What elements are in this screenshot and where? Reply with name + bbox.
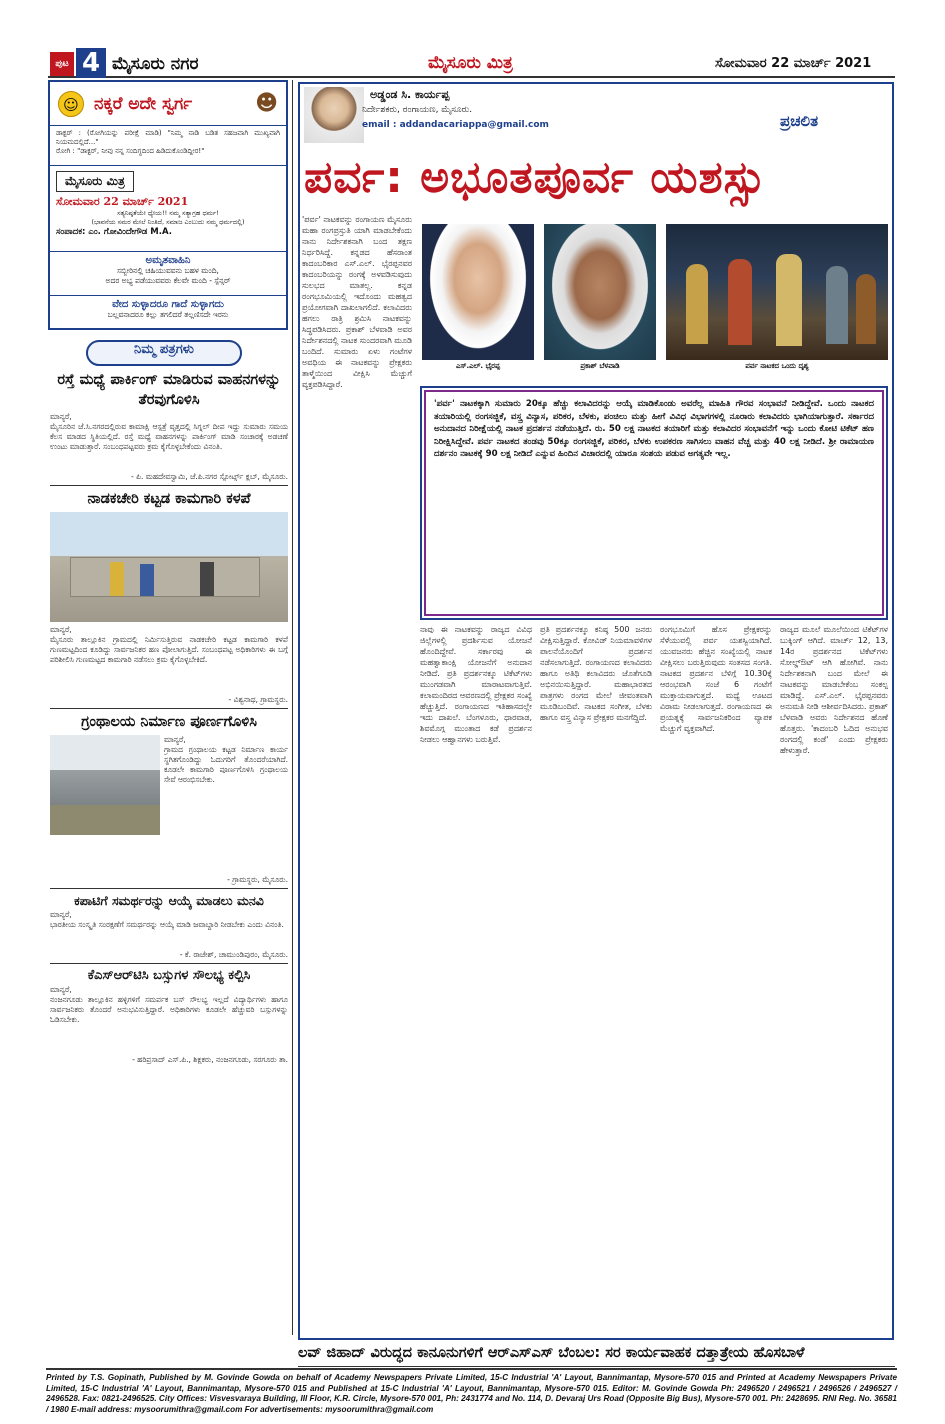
- article-body-col-5: ರಾಜ್ಯದ ಮೂಲೆ ಮೂಲೆಯಿಂದ ಟಿಕೆಟ್‌ಗಳ ಬುಕ್ಕಿಂಗ್ ಆಗಿದೆ. ಮಾರ್ಚ್ 12, 13, 14ರ ಪ್ರದರ್ಶನದ ಟಿಕೆಟ್‌ಗಳು ಸೋಲ್ಡ್‌ಔಟ್ ಆಗಿ ಹೋಗಿವೆ. ನಾನು ನಿರ್ದೇಶಕನಾಗಿ ಬಂದ ಮೇಲೆ ಈ ನಾಟಕವನ್ನು ಮಾಡಬೇಕೆಂಬ ಸಂಕಲ್ಪ ಮಾಡಿದ್ದೆ. ಎಸ್.ಎಲ್. ಭೈರಪ್ಪನವರು ಅನುಮತಿ ನೀಡಿ ಆಶೀರ್ವದಿಸಿದರು. ಪ್ರಕಾಶ್ ಬೆಳವಾಡಿ ಅವರು ನಿರ್ದೇಶನದ ಹೊಣೆ ಹೊತ್ತರು. 'ಕಾದಂಬರಿ ಓದಿದ ಅನುಭವ ರಂಗದಲ್ಲಿ ಕಂಡೆ' ಎಂದು ಪ್ರೇಕ್ಷಕರು ಹೇಳುತ್ತಾರೆ.: [780, 625, 888, 755]
- joke-title: ನಕ್ಕರೆ ಅದೇ ಸ್ವರ್ಗ: [94, 93, 193, 114]
- laughing-face-icon: ☺: [58, 91, 84, 117]
- article-body-col-3: ಪ್ರತಿ ಪ್ರದರ್ಶನಕ್ಕೂ ಕನಿಷ್ಠ 500 ಜನರು ವೀಕ್ಷಿಸುತ್ತಿದ್ದಾರೆ. ಕೋವಿಡ್ ನಿಯಮಾವಳಿಗಳ ಪಾಲನೆಯೊಂದಿಗೆ ಪ್ರದರ್ಶನ ನಡೆಸಲಾಗುತ್ತಿದೆ. ರಂಗಾಯಣದ ಕಲಾವಿದರು ಹಾಗೂ ಅತಿಥಿ ಕಲಾವಿದರು ಜೊತೆಗೂಡಿ ಅಭಿನಯಿಸುತ್ತಿದ್ದಾರೆ. ಮಹಾಭಾರತದ ಪಾತ್ರಗಳು ರಂಗದ ಮೇಲೆ ಜೀವಂತವಾಗಿ ಮೂಡಿಬಂದಿವೆ. ನಾಟಕದ ಸಂಗೀತ, ಬೆಳಕು ಹಾಗೂ ವಸ್ತ್ರ ವಿನ್ಯಾಸ ಪ್ರೇಕ್ಷಕರ ಮನಗೆದ್ದಿದೆ.: [540, 625, 652, 722]
- photo-bhyrappa: [422, 224, 534, 360]
- letter-body: ನಂಜನಗೂಡು ತಾಲ್ಲೂಕಿನ ಹಳ್ಳಿಗಳಿಗೆ ಸಮರ್ಪಕ ಬಸ್ ಸೌಲಭ್ಯ ಇಲ್ಲದೆ ವಿದ್ಯಾರ್ಥಿಗಳು ಹಾಗೂ ಸಾರ್ವಜನಿಕರು ತೊಂದರೆ ಅನುಭವಿಸುತ್ತಿದ್ದಾರೆ. ಅಧಿಕಾರಿಗಳು ಕೂಡಲೇ ಹೆಚ್ಚುವರಿ ಬಸ್ಸುಗಳನ್ನು ಓಡಿಸಬೇಕು.: [50, 995, 288, 1024]
- sidebar-masthead: ಮೈಸೂರು ಮಿತ್ರ: [56, 171, 134, 192]
- letter-salutation: ಮಾನ್ಯರೆ,: [50, 910, 72, 919]
- letter-body: ಮೈಸೂರಿನ ಜೆ.ಸಿ.ನಗರದಲ್ಲಿರುವ ಕಾಮಾಕ್ಷಿ ಆಸ್ಪತ್ರೆ ವೃತ್ತದಲ್ಲಿ ಸಿಗ್ನಲ್ ದೀಪ ಇದ್ದು ಸುಮಾರು ಸಮಯ ಕೆಲಸ ಮಾಡದ ಸ್ಥಿತಿಯಲ್ಲಿದೆ. ರಸ್ತೆ ಮಧ್ಯೆ ವಾಹನಗಳನ್ನು ಪಾರ್ಕಿಂಗ್ ಮಾಡಿ ಸಂಚಾರಕ್ಕೆ ಅಡಚಣೆ ಉಂಟು ಮಾಡುತ್ತಾರೆ. ಸಂಬಂಧಪಟ್ಟವರು ಕ್ರಮ ಕೈಗೊಳ್ಳಬೇಕೆಂದು ವಿನಂತಿ.: [50, 422, 288, 451]
- library-photo: [50, 735, 160, 835]
- imprint-text: Printed by T.S. Gopinath, Published by M. Govinde Gowda on behalf of Academy Newspapers Private Limited, 15-C Industrial 'A' Layout, Bannimantap, Mysore-570 015 and Printed at Academy Newspapers Private Limited, 15-C Industrial 'A' Layout, Bannimantap, Mysore-570 015 and Published at 15-C Industrial 'A' Layout, Bannimantap, Mysore-570 015. Editor: M. Govinde Gowda Ph: 2496520 / 2496521 / 2496526 / 2496527 / 2496528. Fax: 0821-2496525. City Offices: Visvesvaraya Building, III Floor, K.R. Circle, Mysore-570 001, Ph: 2431774 and No. 114, D. Devaraj Urs Road (Opposite Big Bus), Mysore-570 001. Ph: 2428695. RNI Reg. No. 36581 / 1980 E-mail address: mysoorumithra@gmail.com For advertisements: mysoorumithra@gmail.com: [46, 1373, 897, 1414]
- sidebar-date: ಸೋಮವಾರ 22 ಮಾರ್ಚ್ 2021: [56, 195, 189, 208]
- photo-caption: ಎಸ್.ಎಲ್. ಭೈರಪ್ಪ: [455, 362, 501, 370]
- letter-signature: - ಹರಿಪ್ರಸಾದ್ ಎಸ್.ಪಿ., ಶಿಕ್ಷಕರು, ನಂಜನಗೂಡು, ಸರಗೂರು ತಾ.: [132, 1055, 288, 1064]
- proverb-line: ಬಲ್ಲವನಾದರೂ ಕಲ್ಲು ತಗಲಿದರೆ ತಲ್ಲಣಿಸದೇ ಇರನು: [107, 310, 229, 319]
- letter-headline: ರಸ್ತೆ ಮಧ್ಯೆ ಪಾರ್ಕಿಂಗ್ ಮಾಡಿರುವ ವಾಹನಗಳನ್ನು ತೆರವುಗೊಳಿಸಿ: [57, 372, 281, 408]
- sidebar-motto: ಸತ್ಯನಿಷ್ಠತೆಯೇ ಧ್ಯೇಯ!! ನಮ್ಮ ಸತ್ಯಾಗ್ರಹ ಧರ್ಮ!: [117, 209, 219, 217]
- letter-salutation: ಮಾನ್ಯರೆ,: [50, 625, 72, 634]
- letter-headline: ಕೆಎಸ್‌ಆರ್‌ಟಿಸಿ ಬಸ್ಸುಗಳ ಸೌಲಭ್ಯ ಕಲ್ಪಿಸಿ: [87, 968, 251, 983]
- letter-signature: - ಪಿ. ಮಹದೇವಸ್ವಾಮಿ, ಜೆ.ಪಿ.ನಗರ ಸ್ಪೋರ್ಟ್ಸ್ ಕ್ಲಬ್, ಮೈಸೂರು.: [131, 472, 288, 481]
- article-body-col-4: ರಂಗಭೂಮಿಗೆ ಹೊಸ ಪ್ರೇಕ್ಷಕರನ್ನು ಸೆಳೆಯುವಲ್ಲಿ ಪರ್ವ ಯಶಸ್ವಿಯಾಗಿದೆ. ಯುವಜನರು ಹೆಚ್ಚಿನ ಸಂಖ್ಯೆಯಲ್ಲಿ ನಾಟಕ ವೀಕ್ಷಿಸಲು ಬರುತ್ತಿರುವುದು ಸಂತಸದ ಸಂಗತಿ. ನಾಟಕದ ಪ್ರದರ್ಶನ ಬೆಳಿಗ್ಗೆ 10.30ಕ್ಕೆ ಆರಂಭವಾಗಿ ಸಂಜೆ 6 ಗಂಟೆಗೆ ಮುಕ್ತಾಯವಾಗುತ್ತದೆ. ಮಧ್ಯೆ ಊಟದ ವಿರಾಮ ನೀಡಲಾಗುತ್ತದೆ. ರಂಗಾಯಣದ ಈ ಪ್ರಯತ್ನಕ್ಕೆ ಸಾರ್ವಜನಿಕರಿಂದ ವ್ಯಾಪಕ ಮೆಚ್ಚುಗೆ ವ್ಯಕ್ತವಾಗಿದೆ.: [660, 625, 772, 733]
- article-body-col-2: ನಾವು ಈ ನಾಟಕವನ್ನು ರಾಜ್ಯದ ವಿವಿಧ ಜಿಲ್ಲೆಗಳಲ್ಲಿ ಪ್ರದರ್ಶಿಸುವ ಯೋಜನೆ ಹೊಂದಿದ್ದೇವೆ. ಸರ್ಕಾರವು ಈ ಮಹತ್ವಾಕಾಂಕ್ಷಿ ಯೋಜನೆಗೆ ಅನುದಾನ ನೀಡಿದೆ. ಪ್ರತಿ ಪ್ರದರ್ಶನಕ್ಕೂ ಟಿಕೆಟ್‌ಗಳು ಮುಂಗಡವಾಗಿ ಮಾರಾಟವಾಗುತ್ತಿವೆ. ಕಲಾಮಂದಿರದ ಆವರಣದಲ್ಲಿ ಪ್ರೇಕ್ಷಕರ ಸಂಖ್ಯೆ ಹೆಚ್ಚುತ್ತಿದೆ. ರಂಗಾಯಣದ ಇತಿಹಾಸದಲ್ಲೇ ಇದು ದಾಖಲೆ. ಬೆಂಗಳೂರು, ಧಾರವಾಡ, ಶಿವಮೊಗ್ಗ ಮುಂತಾದ ಕಡೆ ಪ್ರದರ್ಶನ ನೀಡಲು ಆಹ್ವಾನಗಳು ಬರುತ್ತಿವೆ.: [420, 625, 532, 744]
- imprint-block: [46, 1368, 897, 1420]
- photo-caption: ಪ್ರಕಾಶ್ ಬೆಳವಾಡಿ: [580, 362, 620, 370]
- author-photo: [304, 87, 364, 143]
- photo-play-scene: [666, 224, 888, 360]
- author-name: ಅಡ್ಡಂಡ ಸಿ. ಕಾರ್ಯಪ್ಪ: [370, 88, 450, 101]
- pull-quote: [420, 386, 888, 620]
- letter-salutation: ಮಾನ್ಯರೆ,: [50, 412, 72, 421]
- letter-body: ಭಾರತೀಯ ಸಂಸ್ಕೃತಿ ಸಂರಕ್ಷಣೆಗೆ ಸಮರ್ಥರನ್ನು ಆಯ್ಕೆ ಮಾಡಿ ಜವಾಬ್ದಾರಿ ನೀಡಬೇಕು ಎಂದು ವಿನಂತಿ.: [50, 920, 284, 929]
- letter-headline: ಕಪಾಟಿಗೆ ಸಮರ್ಥರನ್ನು ಆಯ್ಕೆ ಮಾಡಲು ಮನವಿ: [74, 893, 264, 908]
- letters-banner: ನಿಮ್ಮ ಪತ್ರಗಳು: [86, 340, 242, 366]
- amrita-line-2: ಅದರ ಅಭ್ಯ ಪಡೆಯುವವರು ಕೆಲವೇ ಮಂದಿ - ಸ್ಪೆನ್ಸರ್: [105, 276, 231, 285]
- article-headline: ಪರ್ವ: ಅಭೂತಪೂರ್ವ ಯಶಸ್ಸು: [304, 152, 767, 203]
- letter-signature: - ವಿಶ್ವನಾಥ, ಗ್ರಾಮಸ್ಥರು.: [228, 695, 288, 704]
- amrita-title: ಅಮೃತವಾಹಿನಿ: [145, 255, 191, 266]
- joke-header: [50, 82, 286, 126]
- joke-line-2: ರೋಗಿ : "ಡಾಕ್ಟರ್, ನೀವು ನನ್ನ ಸಂದಿಗ್ಧದಿಂದ ಹಿಡಿದುಕೊಂಡಿದ್ದೀರ!": [56, 147, 205, 155]
- photo-caption: ಪರ್ವ ನಾಟಕದ ಒಂದು ದೃಶ್ಯ: [745, 362, 809, 370]
- section-city: ಮೈಸೂರು ನಗರ: [112, 54, 199, 74]
- column-tag: ಪ್ರಚಲಿತ: [780, 112, 819, 130]
- pull-quote-text: 'ಪರ್ವ' ನಾಟಕಕ್ಕಾಗಿ ಸುಮಾರು 20ಕ್ಕೂ ಹೆಚ್ಚು ಕಲಾವಿದರನ್ನು ಆಯ್ಕೆ ಮಾಡಿಕೊಂಡು ಅವರೆಲ್ಲ ಮಾಹಿತಿ ಗೌರವ ಸಂಭಾವನೆ ನೀಡಿದ್ದೇವೆ. ಒಂದು ನಾಟಕದ ತಯಾರಿಯಲ್ಲಿ ರಂಗಸಜ್ಜಿಕೆ, ವಸ್ತ್ರ ವಿನ್ಯಾಸ, ಪರಿಕರ, ಬೆಳಕು, ಪಂಚಿಲು ಮತ್ತು ಹೀಗೆ ವಿವಿಧ ವಿಭಾಗಗಳಲ್ಲಿ ನೂರಾರು ಕಲಾವಿದರು ಭಾಗಿಯಾಗುತ್ತಾರೆ. ಸರ್ಕಾರದ ಅನುದಾನದ ನಿರೀಕ್ಷೆಯಲ್ಲಿ ನಾಟಕ ಪ್ರದರ್ಶನ ನಡೆಯುತ್ತಿದೆ. ರು. 50 ಲಕ್ಷ ನಾಟಕದ ತಯಾರಿಗೆ ಮತ್ತು ಕಲಾವಿದರ ಸಂಭಾವನೆಗೆ ಇನ್ನು ಒಂದು ಕೋಟಿ ಟಿಕೆಟ್ ಹಣ ನಿರೀಕ್ಷಿಸಿದ್ದೇವೆ. ಪರ್ವ ನಾಟಕದ ತಂಡವು 50ಕ್ಕೂ ರಂಗಸಜ್ಜಿಕೆ, ಪರಿಕರ, ಬೆಳಕು ಉಪಕರಣ ಸಾಗಿಸಲು ವಾಹನ ವೆಚ್ಚ ಮತ್ತು 40 ಲಕ್ಷ ನೀಡಿದೆ. ಶ್ರೀ ರಾಮಾಯಣ ದರ್ಶನಂ ನಾಟಕಕ್ಕೆ 90 ಲಕ್ಷ ನೀಡಿದೆ ಎನ್ನುವ ಹಿಂದಿನ ವಿಚಾರದಲ್ಲಿ ಯಾರೂ ಸಂಶಯ ಪಡುವ ಅಗತ್ಯವೇ ಇಲ್ಲ.: [434, 399, 874, 459]
- sidebar-box: [48, 80, 288, 330]
- cartoon-icon: ☻: [255, 91, 278, 116]
- article-body-col-1: 'ಪರ್ವ' ನಾಟಕವನ್ನು ರಂಗಾಯಣ ಮೈಸೂರು ಮಹಾ ರಂಗಪ್ರಸ್ತುತಿ ಯಾಗಿ ಮಾಡಬೇಕೆಂದು ನಾನು ನಿರ್ದೇಶಕನಾಗಿ ಬಂದ ತಕ್ಷಣ ನಿರ್ಧರಿಸಿದ್ದೆ. ಕನ್ನಡದ ಹೆಸರಾಂತ ಕಾದಂಬರಿಕಾರ ಎಸ್.ಎಲ್. ಭೈರಪ್ಪನವರ ಕಾದಂಬರಿಯನ್ನು ರಂಗಕ್ಕೆ ಅಳವಡಿಸುವುದು ಸುಲಭದ ಮಾತಲ್ಲ. ಕನ್ನಡ ರಂಗಭೂಮಿಯಲ್ಲಿ ಇದೊಂದು ಮಹತ್ವದ ಪ್ರಯೋಗವಾಗಿ ದಾಖಲಾಗಲಿದೆ. ಕಲಾವಿದರು ಹಗಲು ರಾತ್ರಿ ಶ್ರಮಿಸಿ ನಾಟಕವನ್ನು ಸಿದ್ಧಪಡಿಸಿದರು. ಪ್ರಕಾಶ್ ಬೆಳವಾಡಿ ಅವರ ನಿರ್ದೇಶನದಲ್ಲಿ ನಾಟಕ ಸುಂದರವಾಗಿ ಮೂಡಿ ಬಂದಿದೆ. ಸುಮಾರು ಏಳು ಗಂಟೆಗಳ ಅವಧಿಯ ಈ ನಾಟಕವನ್ನು ಪ್ರೇಕ್ಷಕರು ತಾಳ್ಮೆಯಿಂದ ವೀಕ್ಷಿಸಿ ಮೆಚ್ಚುಗೆ ವ್ಯಕ್ತಪಡಿಸಿದ್ದಾರೆ.: [302, 215, 412, 389]
- joke-line-1: ಡಾಕ್ಟರ್ : (ರೋಗಿಯನ್ನು ಪರೀಕ್ಷೆ ಮಾಡಿ) "ನಿಮ್ಮ ನಾಡಿ ಬಡಿತ ಸಹಜವಾಗಿ ಮುಖ್ಯವಾಗಿ ನಿಯಮದಲ್ಲಿದೆ...": [56, 129, 280, 146]
- letter-headline: ನಾಡಕಚೇರಿ ಕಟ್ಟಡ ಕಾಮಗಾರಿ ಕಳಪೆ: [87, 491, 251, 507]
- letter-signature: - ಗ್ರಾಮಸ್ಥರು, ಮೈಸೂರು.: [227, 875, 288, 884]
- letter-body: ಮೈಸೂರು ತಾಲ್ಲೂಕಿನ ಗ್ರಾಮದಲ್ಲಿ ನಿರ್ಮಿಸುತ್ತಿರುವ ನಾಡಕಚೇರಿ ಕಟ್ಟಡ ಕಾಮಗಾರಿ ಕಳಪೆ ಗುಣಮಟ್ಟದಿಂದ ಕೂಡಿದ್ದು ಸಾರ್ವಜನಿಕರ ಹಣ ಪೋಲಾಗುತ್ತಿದೆ. ಸಂಬಂಧಪಟ್ಟ ಅಧಿಕಾರಿಗಳು ಈ ಬಗ್ಗೆ ಪರಿಶೀಲಿಸಿ ಗುಣಮಟ್ಟದ ಕಾಮಗಾರಿ ನಡೆಸಲು ಕ್ರಮ ಕೈಗೊಳ್ಳಬೇಕಿದೆ.: [50, 635, 288, 664]
- masthead: ಮೈಸೂರು ಮಿತ್ರ: [428, 53, 513, 73]
- construction-photo: [50, 512, 288, 622]
- letter-body: ಗ್ರಾಮದ ಗ್ರಂಥಾಲಯ ಕಟ್ಟಡ ನಿರ್ಮಾಣ ಕಾರ್ಯ ಸ್ಥಗಿತಗೊಂಡಿದ್ದು ಓದುಗರಿಗೆ ತೊಂದರೆಯಾಗಿದೆ. ಕೂಡಲೇ ಕಾಮಗಾರಿ ಪೂರ್ಣಗೊಳಿಸಿ ಗ್ರಂಥಾಲಯ ಸೇವೆ ಆರಂಭಿಸಬೇಕು.: [164, 745, 288, 784]
- letter-salutation: ಮಾನ್ಯರೆ,: [164, 735, 186, 744]
- letter-salutation: ಮಾನ್ಯರೆ,: [50, 985, 72, 994]
- proverb-title: ವೇದ ಸುಳ್ಳಾದರೂ ಗಾದೆ ಸುಳ್ಳಾಗದು: [112, 299, 224, 310]
- issue-date: ಸೋಮವಾರ 22 ಮಾರ್ಚ್ 2021: [715, 56, 872, 71]
- sidebar-editor: ಸಂಪಾದಕ: ಎಂ. ಗೋವಿಂದೇಗೌಡ M.A.: [56, 227, 172, 237]
- letter-headline: ಗ್ರಂಥಾಲಯ ನಿರ್ಮಾಣ ಪೂರ್ಣಗೊಳಿಸಿ: [81, 714, 257, 730]
- letters-column: [50, 370, 288, 1330]
- author-email: email : addandacariappa@gmail.com: [362, 120, 549, 130]
- photo-belavadi: [544, 224, 656, 360]
- sidebar-motto-2: (ಭಾವನೆಯ ಸಮರ ಮೇಲೆ ನಿಂತಿದೆ, ಸಮಾಜ ಎಂಬುದು ನಮ್ಮ ಧರ್ಮದಲ್ಲಿ): [91, 218, 245, 226]
- amrita-line-1: ಸಬ್ಬೀರಿನಲ್ಲಿ ಚಹಿಯುವವನು ಬಹಳ ಮಂದಿ,: [117, 266, 219, 275]
- letter-signature: - ಕೆ. ರಾಜೇಶ್, ಚಾಮುಂಡಿಪುರಂ, ಮೈಸೂರು.: [179, 950, 288, 959]
- bottom-headline: ಲವ್ ಜಿಹಾದ್ ವಿರುದ್ಧದ ಕಾನೂನುಗಳಿಗೆ ಆರ್‌ಎಸ್‌ಎಸ್ ಬೆಂಬಲ: ಸರ ಕಾರ್ಯವಾಹಕ ದತ್ತಾತ್ರೇಯ ಹೊಸಬಾಳೆ: [298, 1345, 805, 1361]
- page-number: 4: [76, 48, 106, 78]
- page-label: ಪುಟ: [50, 52, 74, 76]
- author-role: ನಿರ್ದೇಶಕರು, ರಂಗಾಯಣ, ಮೈಸೂರು.: [362, 105, 473, 115]
- column-rule: [292, 80, 293, 1335]
